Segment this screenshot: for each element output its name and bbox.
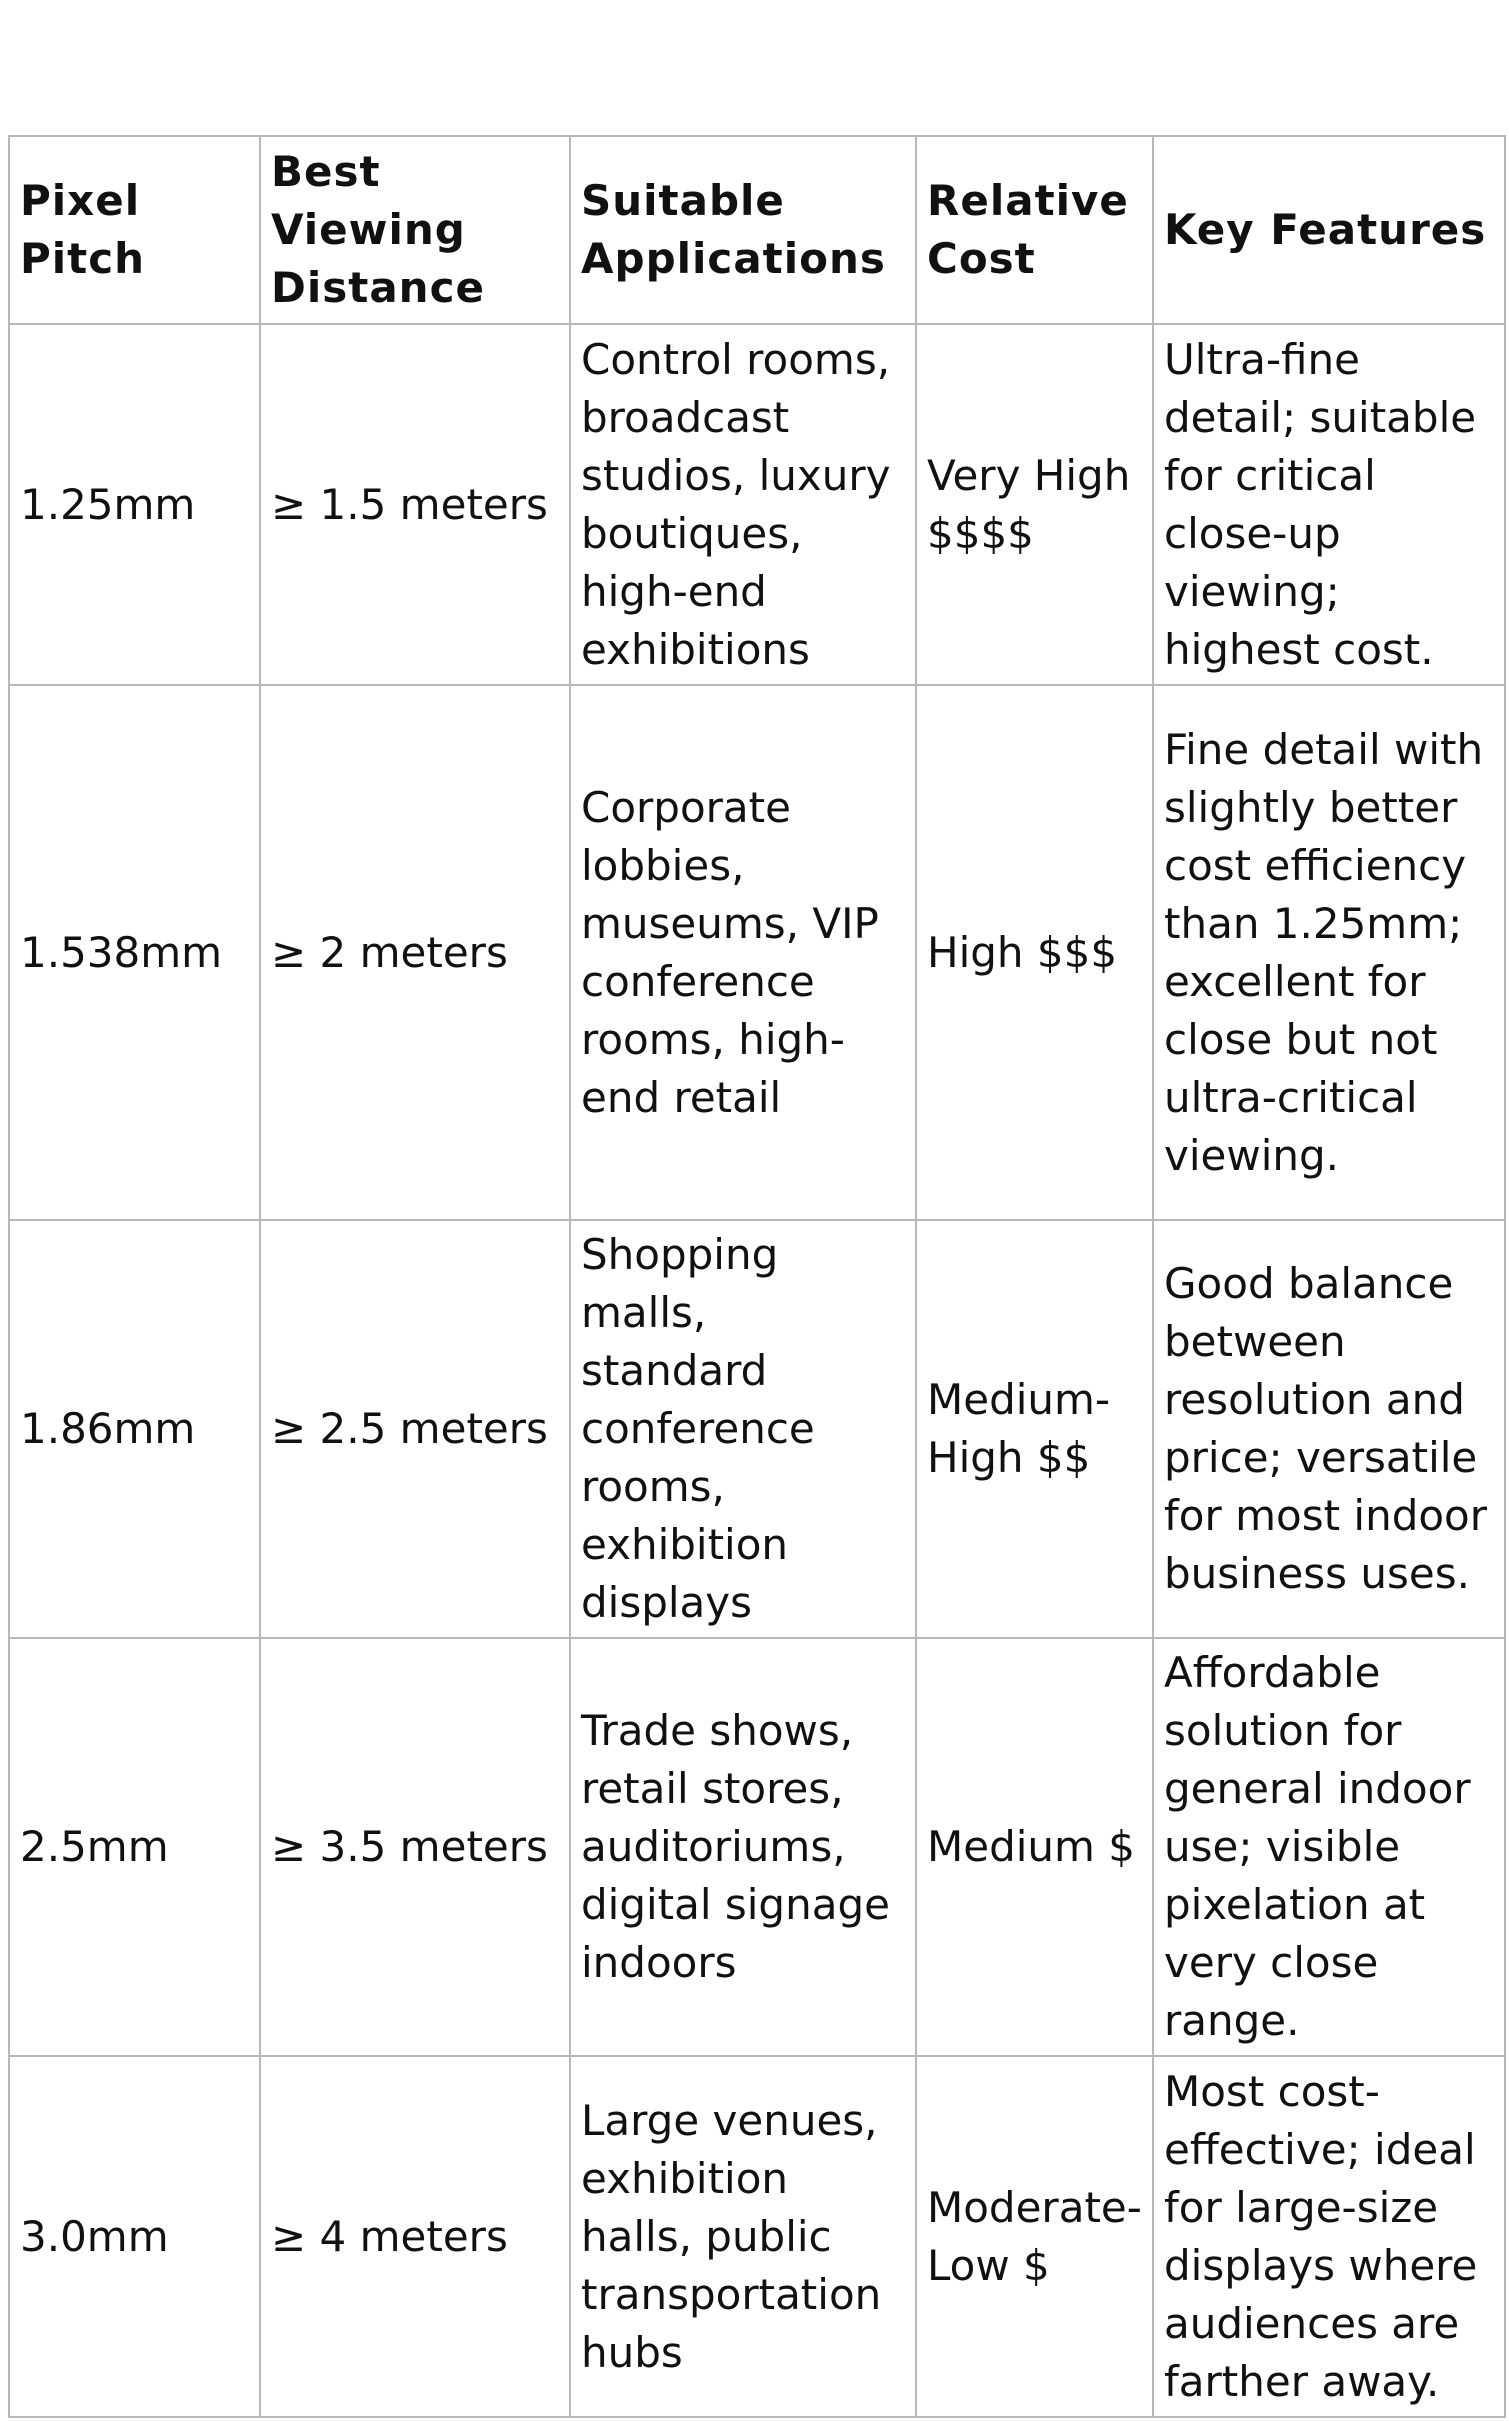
cell-applications: Large venues, exhibition halls, public transportation hubs (570, 2056, 916, 2417)
cell-viewing-distance: ≥ 2.5 meters (260, 1220, 570, 1638)
header-row (9, 136, 1505, 324)
pixel-pitch-comparison-table (8, 135, 1506, 2418)
header-key-features: Key Features (1153, 136, 1505, 324)
cell-pixel-pitch: 2.5mm (9, 1638, 260, 2056)
cell-applications: Control rooms, broadcast studios, luxury boutiques, high-end exhibitions (570, 324, 916, 685)
cell-key-features: Ultra-fine detail; suitable for critical close-up viewing; highest cost. (1153, 324, 1505, 685)
header-pixel-pitch: Pixel Pitch (9, 136, 260, 324)
table-row (9, 1638, 1505, 2056)
cell-pixel-pitch: 1.25mm (9, 324, 260, 685)
cell-relative-cost: Medium-High $$ (916, 1220, 1153, 1638)
cell-pixel-pitch: 3.0mm (9, 2056, 260, 2417)
cell-viewing-distance: ≥ 2 meters (260, 685, 570, 1220)
table-header (9, 136, 1505, 324)
cell-key-features: Good balance between resolution and price; versatile for most indoor business uses. (1153, 1220, 1505, 1638)
cell-relative-cost: Very High $$$$ (916, 324, 1153, 685)
table-body (9, 324, 1505, 2417)
cell-applications: Trade shows, retail stores, auditoriums, digital signage indoors (570, 1638, 916, 2056)
header-viewing-distance: Best Viewing Distance (260, 136, 570, 324)
cell-pixel-pitch: 1.538mm (9, 685, 260, 1220)
cell-key-features: Most cost-effective; ideal for large-size displays where audiences are farther away. (1153, 2056, 1505, 2417)
cell-viewing-distance: ≥ 1.5 meters (260, 324, 570, 685)
cell-applications: Corporate lobbies, museums, VIP conference rooms, high-end retail (570, 685, 916, 1220)
cell-relative-cost: High $$$ (916, 685, 1153, 1220)
cell-key-features: Affordable solution for general indoor use; visible pixelation at very close range. (1153, 1638, 1505, 2056)
cell-relative-cost: Medium $ (916, 1638, 1153, 2056)
cell-viewing-distance: ≥ 4 meters (260, 2056, 570, 2417)
table-row (9, 2056, 1505, 2417)
header-applications: Suitable Applications (570, 136, 916, 324)
table-row (9, 1220, 1505, 1638)
table-row (9, 324, 1505, 685)
header-relative-cost: Relative Cost (916, 136, 1153, 324)
cell-viewing-distance: ≥ 3.5 meters (260, 1638, 570, 2056)
table-row (9, 685, 1505, 1220)
cell-applications: Shopping malls, standard conference rooms, exhibition displays (570, 1220, 916, 1638)
cell-pixel-pitch: 1.86mm (9, 1220, 260, 1638)
cell-key-features: Fine detail with slightly better cost efficiency than 1.25mm; excellent for close but not ultra-critical viewing. (1153, 685, 1505, 1220)
cell-relative-cost: Moderate-Low $ (916, 2056, 1153, 2417)
